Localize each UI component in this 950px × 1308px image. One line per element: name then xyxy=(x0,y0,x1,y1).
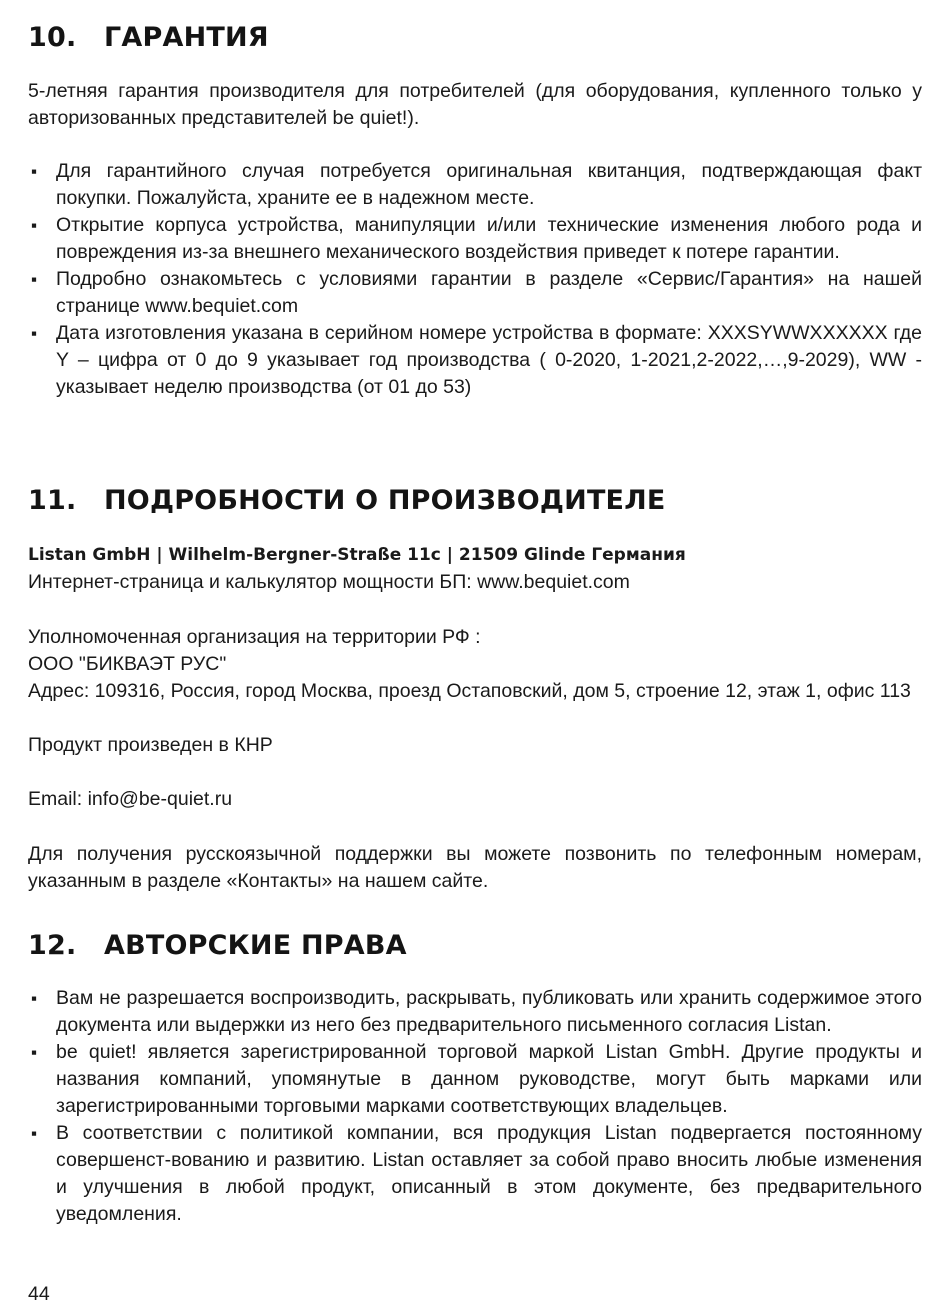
representative-name: ООО "БИКВАЭТ РУС" xyxy=(28,653,227,675)
page-number: 44 xyxy=(28,1283,50,1305)
section-number: 11. xyxy=(28,485,77,516)
list-item: ▪ Вам не разрешается воспроизводить, раскрывать, публиковать или хранить содержимое этого документа или выдержки из него без предварительного письменного согласия Listan. xyxy=(31,987,922,1036)
list-item: ▪ Для гарантийного случая потребуется оригинальная квитанция, подтверждающая факт покупки. Пожалуйста, храните ее в надежном месте. xyxy=(31,160,922,209)
bullet-icon: ▪ xyxy=(31,1124,38,1143)
representative-address: Адрес: 109316, Россия, город Москва, проезд Остаповский, дом 5, строение 12, этаж 1, офис 113 xyxy=(28,680,911,702)
website-line: Интернет-страница и калькулятор мощности БП: www.bequiet.com xyxy=(28,571,630,593)
bullet-icon: ▪ xyxy=(31,1043,38,1062)
list-item: ▪ be quiet! является зарегистрированной торговой маркой Listan GmbH. Другие продукты и названия компаний, упомянутые в данном руководстве, могут быть марками или зарегистрированными торговыми марками соответствующих владельцев. xyxy=(31,1041,922,1117)
section-title: ГАРАНТИЯ xyxy=(104,22,269,53)
company-address-line: Listan GmbH | Wilhelm-Bergner-Straße 11c | 21509 Glinde Германия xyxy=(28,545,686,565)
bullet-icon: ▪ xyxy=(31,216,38,235)
email-line: Email: info@be-quiet.ru xyxy=(28,788,233,810)
copyright-bullet-list xyxy=(28,985,922,1228)
bullet-icon: ▪ xyxy=(31,162,38,181)
support-paragraph: Для получения русскоязычной поддержки вы можете позвонить по телефонным номерам, указанным в разделе «Контакты» на нашем сайте. xyxy=(28,843,922,892)
list-item: ▪ Открытие корпуса устройства, манипуляции и/или технические изменения любого рода и повреждения из-за внешнего механического воздействия приведет к потере гарантии. xyxy=(31,214,922,263)
section-number: 12. xyxy=(28,930,77,961)
list-item: ▪ Дата изготовления указана в серийном номере устройства в формате: XXXSYWWXXXXXX где Y – цифра от 0 до 9 указывает год производства ( 0-2020, 1-2021,2-2022,…,9-2029), WW - указывает неделю производства (от 01 до 53) xyxy=(31,322,922,398)
warranty-intro: 5-летняя гарантия производителя для потребителей (для оборудования, купленного только у авторизованных представителей be quiet!). xyxy=(28,80,922,129)
made-in-line: Продукт произведен в КНР xyxy=(28,734,273,756)
bullet-icon: ▪ xyxy=(31,324,38,343)
section-heading-warranty xyxy=(28,22,269,53)
section-heading-manufacturer xyxy=(28,485,665,516)
list-item: ▪ В соответствии с политикой компании, вся продукция Listan подвергается постоянному совершенст-вованию и развитию. Listan оставляет за собой право вносить любые изменения и улучшения в любой продукт, описанный в этом документе, без предварительного уведомления. xyxy=(31,1122,922,1225)
bullet-icon: ▪ xyxy=(31,270,38,289)
section-title: АВТОРСКИЕ ПРАВА xyxy=(104,930,407,961)
representative-label: Уполномоченная организация на территории РФ : xyxy=(28,626,481,648)
section-heading-copyright xyxy=(28,930,407,961)
list-item: ▪ Подробно ознакомьтесь с условиями гарантии в разделе «Сервис/Гарантия» на нашей странице www.bequiet.com xyxy=(31,268,922,317)
warranty-bullet-list xyxy=(28,158,922,401)
section-title: ПОДРОБНОСТИ О ПРОИЗВОДИТЕЛЕ xyxy=(104,485,666,516)
section-number: 10. xyxy=(28,22,77,53)
bullet-icon: ▪ xyxy=(31,989,38,1008)
